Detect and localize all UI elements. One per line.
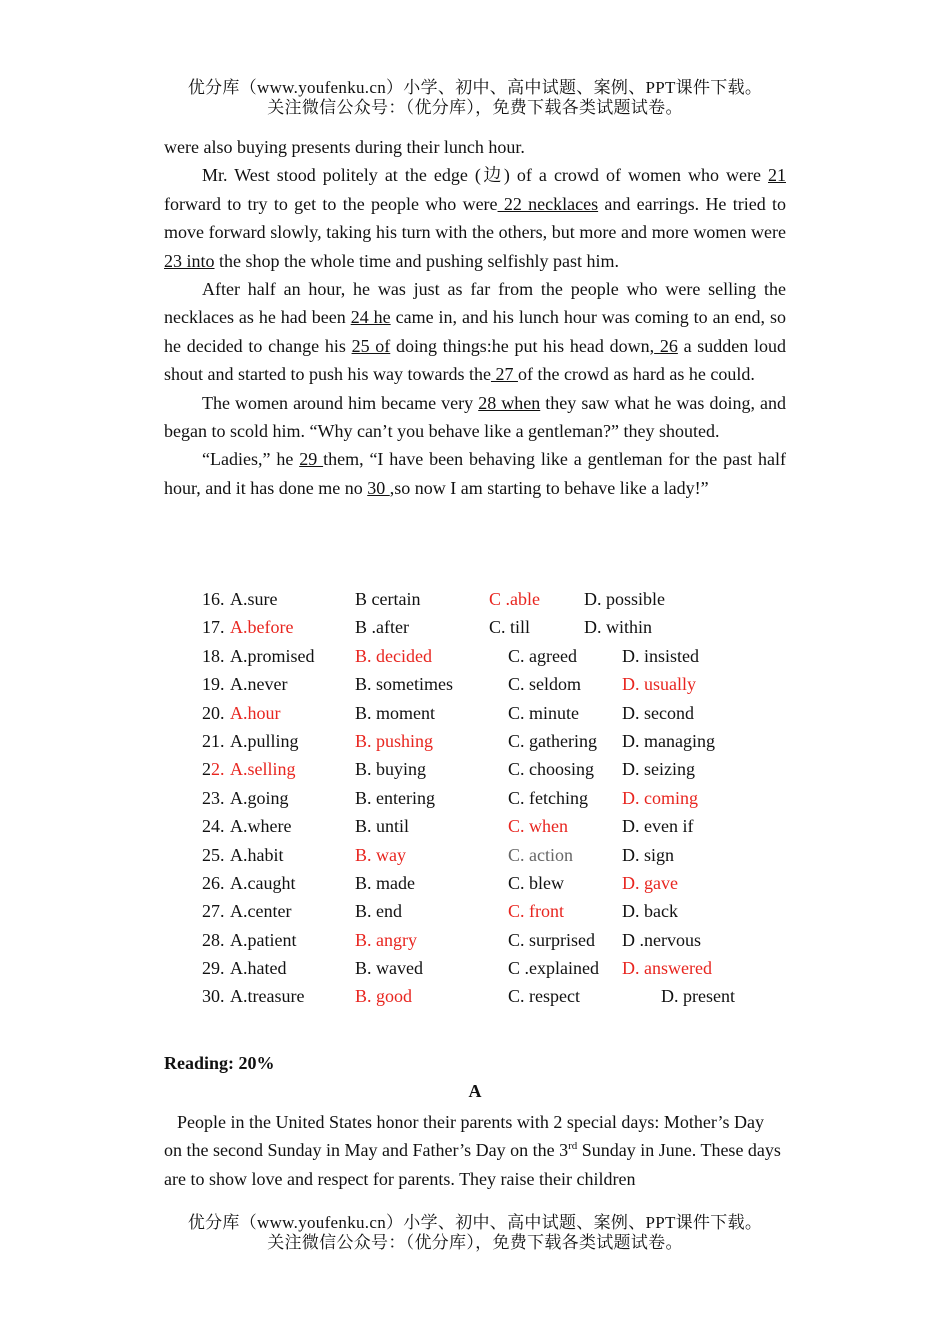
option-d: D. seizing bbox=[622, 759, 695, 780]
option-row bbox=[0, 699, 950, 727]
paragraph-4: “Ladies,” he 29 them, “I have been behaving like a gentleman for the past half hour, and it has done me no 30 ,so now I am starting to behave like a lady!” bbox=[164, 449, 786, 498]
question-number: 26. bbox=[202, 872, 225, 893]
header-line-1: 优分库（www.youfenku.cn）小学、初中、高中试题、案例、PPT课件下载。 bbox=[187, 78, 763, 97]
question-number: 28. bbox=[202, 929, 225, 950]
option-c: C. choosing bbox=[508, 759, 595, 780]
option-a: A.habit bbox=[230, 844, 284, 865]
option-a: A.before bbox=[230, 617, 294, 638]
option-c: C. front bbox=[508, 901, 564, 922]
option-b: B certain bbox=[355, 589, 421, 609]
option-d: D. present bbox=[661, 986, 735, 1007]
blank-21: 21 bbox=[768, 165, 786, 186]
option-b: B. good bbox=[355, 986, 413, 1007]
question-number: 17. bbox=[202, 617, 225, 638]
footer-line-2: 关注微信公众号：（优分库），免费下载各类试题试卷。 bbox=[267, 1233, 683, 1252]
option-d: D. second bbox=[622, 702, 694, 723]
option-b: B. made bbox=[355, 872, 415, 893]
blank-25: 25 of bbox=[351, 335, 391, 356]
option-row bbox=[0, 727, 950, 755]
option-c: C. when bbox=[508, 816, 568, 837]
option-a: A.sure bbox=[230, 589, 278, 609]
option-b: B. way bbox=[355, 844, 406, 865]
question-number: 21. bbox=[202, 730, 225, 751]
option-d: D. managing bbox=[622, 730, 715, 751]
option-d: D. even if bbox=[622, 816, 694, 837]
option-row bbox=[0, 897, 950, 925]
blank-22: 22 necklaces bbox=[497, 193, 599, 214]
option-d: D. usually bbox=[622, 674, 696, 695]
option-row bbox=[0, 954, 950, 982]
option-a: A.caught bbox=[230, 872, 296, 893]
question-number: 27. bbox=[202, 901, 225, 922]
option-b: B. pushing bbox=[355, 730, 434, 751]
paragraph-0: were also buying presents during their lunch hour. bbox=[164, 137, 525, 157]
option-a: A.promised bbox=[230, 645, 315, 666]
option-a: A.hated bbox=[230, 958, 287, 979]
question-number bbox=[202, 755, 225, 783]
option-b: B. angry bbox=[355, 929, 417, 950]
page-header bbox=[0, 78, 950, 118]
option-row bbox=[0, 784, 950, 812]
option-a: A.going bbox=[230, 787, 289, 808]
option-b: B. moment bbox=[355, 702, 435, 723]
question-number: 25. bbox=[202, 844, 225, 865]
option-d: D .nervous bbox=[622, 929, 701, 950]
option-b: B. entering bbox=[355, 787, 435, 808]
option-d: D. sign bbox=[622, 844, 675, 865]
option-row bbox=[0, 812, 950, 840]
option-a: A.pulling bbox=[230, 730, 299, 751]
header-line-2: 关注微信公众号：（优分库），免费下载各类试题试卷。 bbox=[267, 98, 683, 117]
option-row bbox=[0, 642, 950, 670]
option-row bbox=[0, 982, 950, 1010]
blank-28: 28 when bbox=[478, 392, 541, 413]
paragraph-2: After half an hour, he was just as far from the people who were selling the necklaces as he had been 24 he came in, and his lunch hour was coming to an end, so he decided to change his 25 of doing things:he put his head down, 26 a sudden loud shout and started to push his way towards the 27 of the crowd as hard as he could. bbox=[164, 279, 787, 385]
blank-24: 24 he bbox=[350, 307, 391, 328]
option-b: B .after bbox=[355, 617, 409, 638]
option-c: C. fetching bbox=[508, 787, 588, 808]
option-c: C. action bbox=[508, 844, 573, 865]
option-b: B. waved bbox=[355, 958, 423, 979]
option-c: C. surprised bbox=[508, 929, 595, 950]
question-number: 30. bbox=[202, 986, 225, 1007]
blank-29: 29 bbox=[299, 449, 324, 470]
option-c: C. agreed bbox=[508, 645, 577, 666]
option-row bbox=[0, 841, 950, 869]
reading-paragraph: People in the United States honor their parents with 2 special days: Mother’s Day on the second Sunday in May and Father’s Day on the 3rd Sunday in June. These days are to show love and respect for parents. They raise their children bbox=[164, 1112, 781, 1189]
question-number: 16. bbox=[202, 589, 225, 609]
option-d: D. within bbox=[584, 617, 653, 638]
question-number: 29. bbox=[202, 958, 225, 979]
option-d: D. possible bbox=[584, 589, 665, 609]
option-b: B. sometimes bbox=[355, 674, 453, 695]
option-c: C. till bbox=[489, 617, 531, 638]
option-row bbox=[0, 869, 950, 897]
option-a: A.patient bbox=[230, 929, 297, 950]
question-number-digit: 2. bbox=[211, 759, 225, 780]
option-c: C. blew bbox=[508, 872, 564, 893]
option-row bbox=[0, 926, 950, 954]
option-a: A.center bbox=[230, 901, 292, 922]
option-a: A.never bbox=[230, 674, 288, 695]
option-d: D. gave bbox=[622, 872, 678, 893]
option-row bbox=[0, 613, 950, 641]
paragraph-1: Mr. West stood politely at the edge (边) of a crowd of women who were 21 forward to try to get to the people who were 22 necklaces and earrings. He tried to move forward slowly, taking his turn with the others, but more and more women were 23 into the shop the whole time and pushing selfishly past him. bbox=[164, 165, 786, 271]
question-number: 23. bbox=[202, 787, 225, 808]
option-b: B. buying bbox=[355, 759, 427, 780]
question-number: 20. bbox=[202, 702, 225, 723]
option-c: C .able bbox=[489, 589, 540, 609]
option-d: D. insisted bbox=[622, 645, 700, 666]
option-b: B. until bbox=[355, 816, 410, 837]
option-a: A.treasure bbox=[230, 986, 305, 1007]
blank-23: 23 into bbox=[164, 250, 215, 271]
blank-30: 30 bbox=[367, 477, 390, 498]
option-b: B. decided bbox=[355, 645, 432, 666]
option-a: A.hour bbox=[230, 702, 281, 723]
option-c: C. seldom bbox=[508, 674, 582, 695]
option-a: A.where bbox=[230, 816, 292, 837]
blank-27: 27 bbox=[490, 364, 518, 385]
reading-heading: Reading: 20% bbox=[164, 1053, 275, 1073]
option-row bbox=[0, 585, 950, 613]
option-row bbox=[0, 755, 950, 783]
option-c: C. minute bbox=[508, 702, 579, 723]
question-number: 19. bbox=[202, 674, 225, 695]
option-row bbox=[0, 670, 950, 698]
option-d: D. answered bbox=[622, 958, 712, 979]
answer-options bbox=[0, 585, 950, 1011]
section-a-title: A bbox=[468, 1081, 482, 1101]
option-b: B. end bbox=[355, 901, 402, 922]
paragraph-3: The women around him became very 28 when they saw what he was doing, and began to scold him. “Why can’t you behave like a gentleman?” they shouted. bbox=[164, 392, 787, 442]
question-number-digit: 2 bbox=[202, 759, 211, 780]
option-d: D. coming bbox=[622, 787, 698, 808]
option-c: C. respect bbox=[508, 986, 580, 1007]
option-a: A.selling bbox=[230, 759, 296, 780]
cloze-passage bbox=[164, 133, 786, 502]
blank-26: 26 bbox=[654, 335, 678, 356]
footer-line-1: 优分库（www.youfenku.cn）小学、初中、高中试题、案例、PPT课件下载。 bbox=[187, 1213, 763, 1232]
question-number: 18. bbox=[202, 645, 225, 666]
question-number: 24. bbox=[202, 816, 225, 837]
page-footer bbox=[0, 1213, 950, 1253]
option-d: D. back bbox=[622, 901, 678, 922]
option-c: C. gathering bbox=[508, 730, 597, 751]
option-c: C .explained bbox=[508, 958, 599, 979]
